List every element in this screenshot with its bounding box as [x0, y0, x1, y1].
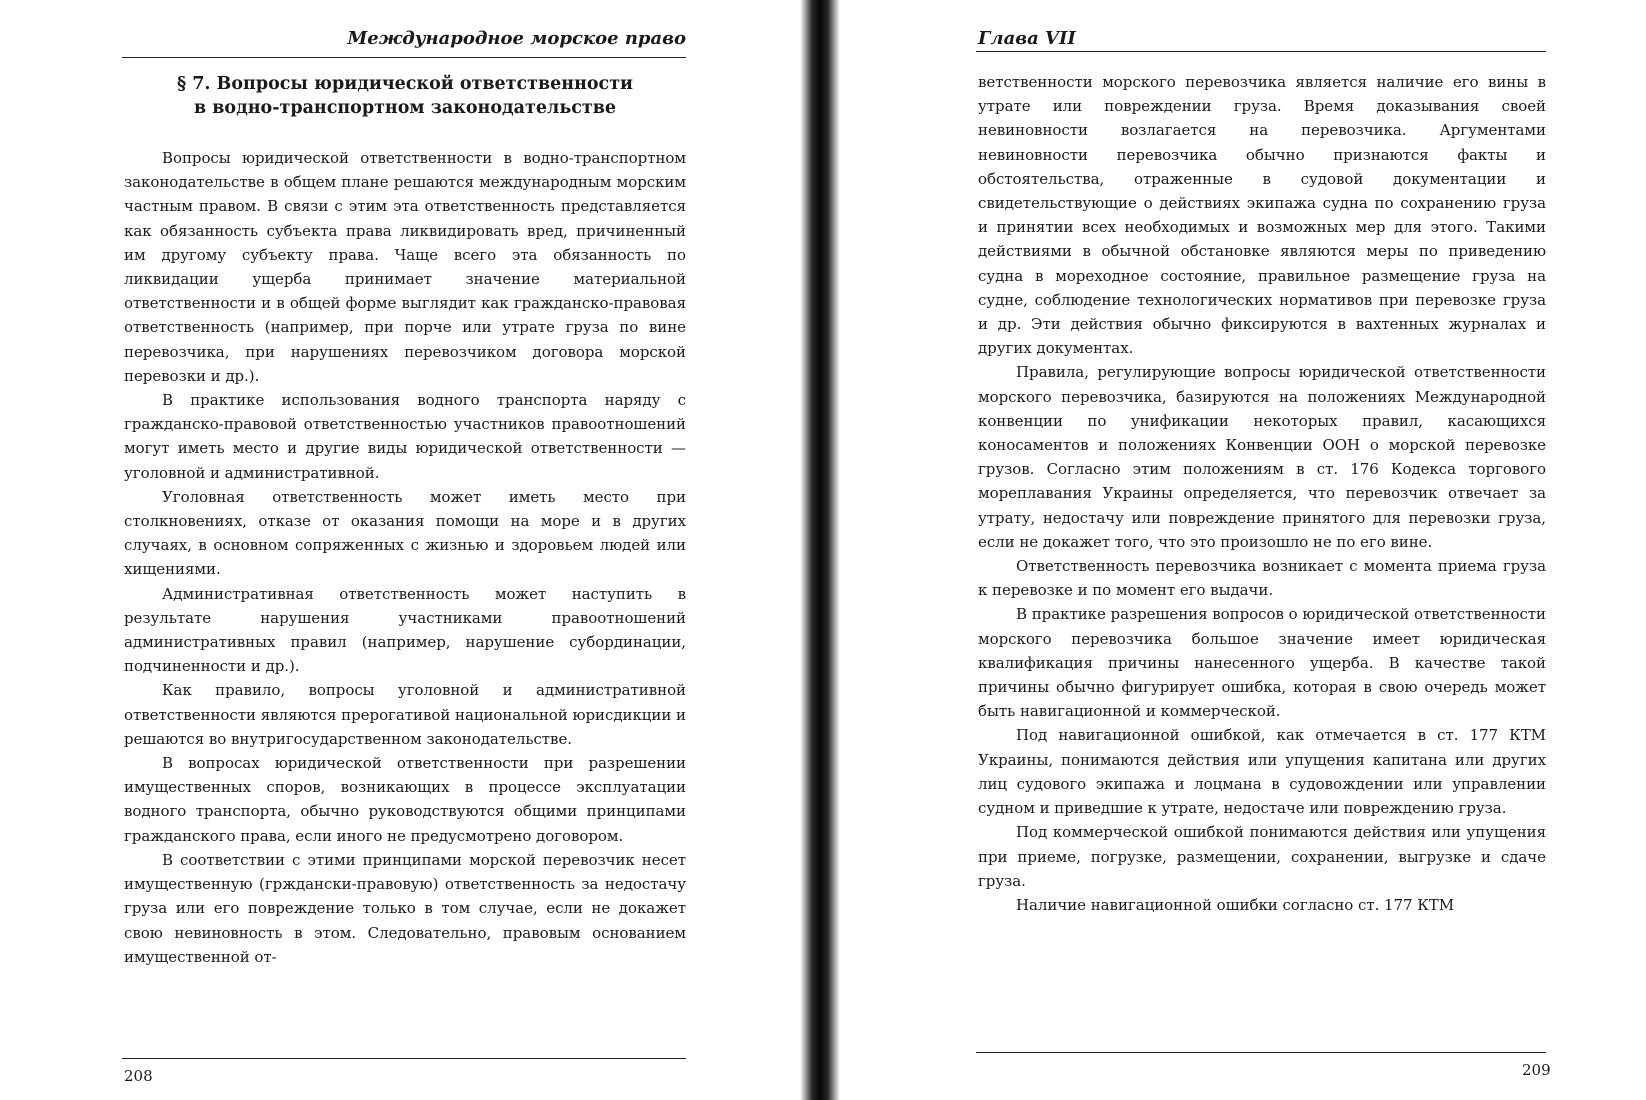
paragraph: В практике разрешения вопросов о юридической ответственности морского перевозчика большое значение имеет юридическая квалификация причины нанесенного ущерба. В качестве такой причины обычно фигурирует ошибка, которая в свою очередь может быть навигационной и коммерческой.	[978, 605, 1546, 721]
paragraph: Ответственность перевозчика возникает с момента приема груза к перевозке и по момент его выдачи.	[978, 557, 1546, 600]
right-page	[830, 0, 1646, 1100]
paragraph-continued: ветственности морского перевозчика является наличие его вины в утрате или повреждении груза. Время доказывания своей невиновности возлагается на перевозчика. Аргументами невиновности перевозчика обычно признаются факты и обстоятельства, отраженные в судовой документации и свидетельствующие о действиях экипажа судна по сохранению груза и принятии всех необходимых и возможных мер для этого. Такими действиями в обычной обстановке являются меры по приведению судна в мореходное состояние, правильное размещение груза на судне, соблюдение технологических нормативов при перевозке груза и др. Эти действия обычно фиксируются в вахтенных журналах и других документах.	[978, 73, 1546, 358]
right-page-number: 209	[1522, 1061, 1551, 1079]
right-footer-rule	[976, 1052, 1546, 1053]
right-running-head: Глава VII	[978, 28, 1076, 49]
paragraph: В практике использования водного транспорта наряду с гражданско-правовой ответственностью участников правоотношений могут иметь место и другие виды юридической ответственности — уголовной и административной.	[124, 391, 686, 482]
paragraph: В соответствии с этими принципами морской перевозчик несет имущественную (грждански-правовую) ответственность за недостачу груза или его повреждение только в том случае, если не докажет свою невиновность в этом. Следовательно, правовым основанием имущественной от-	[124, 850, 686, 966]
paragraph: Под коммерческой ошибкой понимаются действия или упущения при приеме, погрузке, размещении, сохранении, выгрузке и сдаче груза.	[978, 823, 1546, 890]
paragraph: Административная ответственность может наступить в результате нарушения участниками правоотношений административных правил (например, нарушение субординации, подчиненности и др.).	[124, 584, 686, 676]
right-body-text	[978, 70, 1546, 917]
paragraph: Под навигационной ошибкой, как отмечается в ст. 177 КТМ Украины, понимаются действия или упущения капитана или других лиц судового экипажа и лоцмана в судовождении или управлении судном и приведшие к утрате, недостаче или повреждению груза.	[978, 726, 1546, 818]
right-header-rule	[976, 51, 1546, 52]
paragraph: Вопросы юридической ответственности в водно-транспортном законодательстве в общем плане решаются международным морским частным правом. В связи с этим эта ответственность представляется как обязанность субъекта права ликвидировать вред, причиненный им другому субъекту права. Чаще всего эта обязанность по ликвидации ущерба принимает значение материальной ответственности и в общей форме выглядит как гражданско-правовая ответственность (например, при порче или утрате груза по вине перевозчика, при нарушениях перевозчиком договора морской перевозки и др.).	[124, 149, 686, 385]
section-heading	[130, 72, 680, 120]
left-footer-rule	[122, 1058, 686, 1059]
paragraph: Как правило, вопросы уголовной и административной ответственности являются прерогативой национальной юрисдикции и решаются во внутригосударственном законодательстве.	[124, 681, 686, 748]
section-heading-line-2: в водно-транспортном законодательстве	[194, 98, 616, 118]
paragraph: Наличие навигационной ошибки согласно ст. 177 КТМ	[1016, 895, 1455, 914]
left-header-rule	[122, 57, 686, 58]
section-heading-line-1: § 7. Вопросы юридической ответственности	[176, 74, 634, 94]
left-running-head: Международное морское право	[347, 28, 686, 49]
left-body-text	[124, 146, 686, 969]
left-page	[0, 0, 810, 1100]
paragraph: В вопросах юридической ответственности при разрешении имущественных споров, возникающих в процессе эксплуатации водного транспорта, обычно руководствуются общими принципами гражданского права, если иного не предусмотрено договором.	[124, 754, 686, 845]
left-page-number: 208	[124, 1067, 153, 1085]
paragraph: Правила, регулирующие вопросы юридической ответственности морского перевозчика, базируются на положениях Международной конвенции по унификации некоторых правил, касающихся коносаментов и положениях Конвенции ООН о морской перевозке грузов. Согласно этим положениям в ст. 176 Кодекса торгового мореплавания Украины определяется, что перевозчик отвечает за утрату, недостачу или повреждение принятого для перевозки груза, если не докажет того, что это произошло не по его вине.	[978, 363, 1546, 551]
paragraph: Уголовная ответственность может иметь место при столкновениях, отказе от оказания помощи на море и в других случаях, в основном сопряженных с жизнью и здоровьем людей или хищениями.	[124, 487, 686, 579]
